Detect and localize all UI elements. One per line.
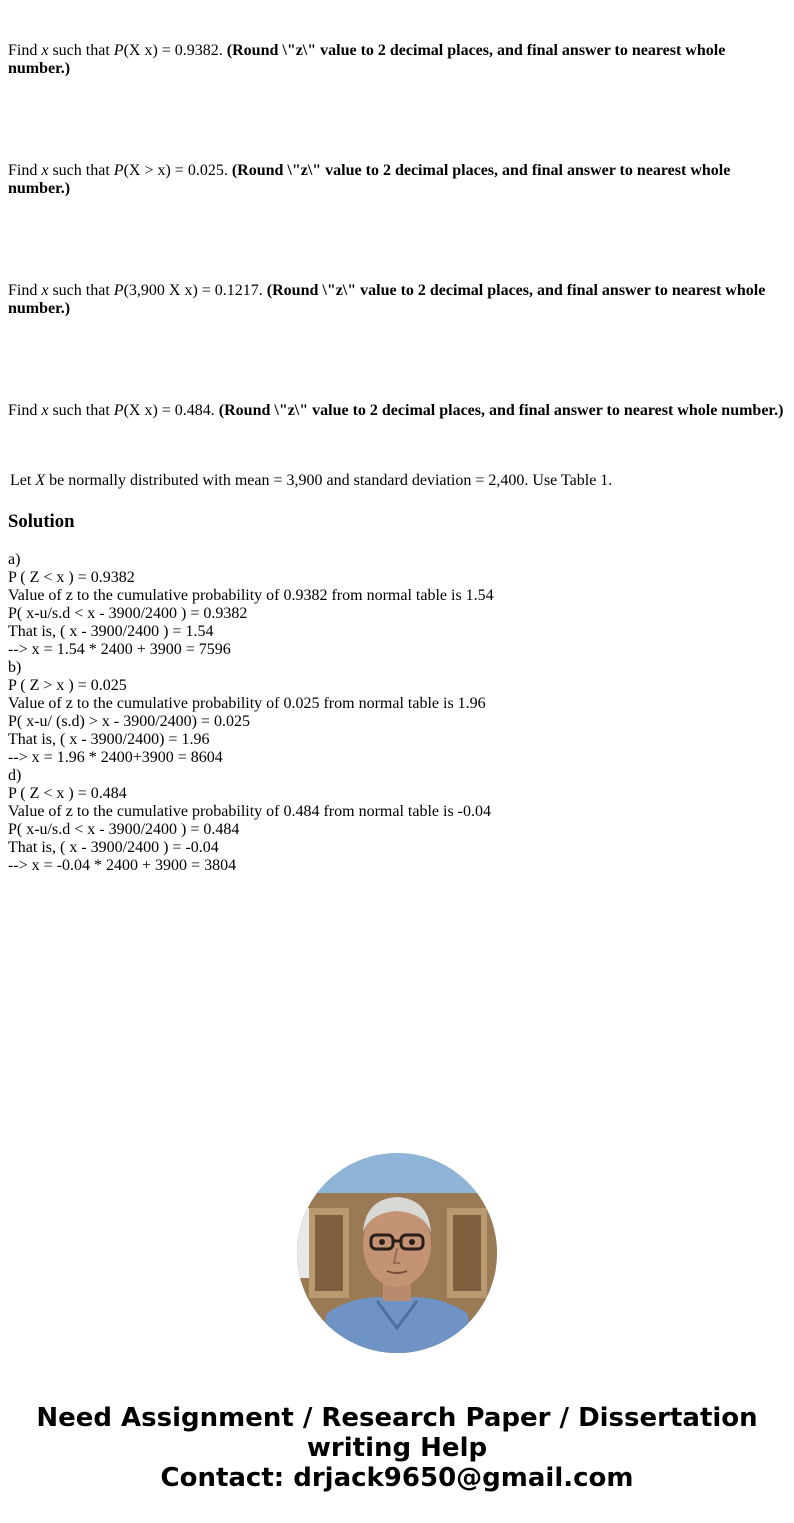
question-variable: x [41,42,49,59]
question-text: Find [8,282,42,299]
solution-line: b) [8,659,22,676]
rounding-instruction: (Round \"z\" value to 2 decimal places, and final answer to nearest whole number.) [8,42,726,77]
rounding-instruction: (Round \"z\" value to 2 decimal places, and final answer to nearest whole number.) [218,402,784,419]
solution-line: That is, ( x - 3900/2400) = 1.96 [8,731,210,748]
question-text: Find [8,42,42,59]
solution-line: P( x-u/ (s.d) > x - 3900/2400) = 0.025 [8,713,251,730]
probability-function: P [113,282,124,299]
solution-line: That is, ( x - 3900/2400 ) = -0.04 [8,839,219,856]
rounding-instruction: (Round \"z\" value to 2 decimal places, and final answer to nearest whole number.) [8,282,766,317]
solution-line: Value of z to the cumulative probability of 0.9382 from normal table is 1.54 [8,587,494,604]
question-text: such that [48,162,114,179]
question-variable: x [41,162,49,179]
probability-function: P [113,162,124,179]
solution-line: P ( Z < x ) = 0.9382 [8,569,135,586]
question-text: Find [8,402,42,419]
question-1 [8,42,786,78]
question-expression: (X x) = 0.9382. [123,42,227,59]
rounding-instruction: (Round \"z\" value to 2 decimal places, and final answer to nearest whole number.) [8,162,731,197]
problem-statement [10,472,786,490]
author-avatar [297,1153,497,1353]
solution-line: P ( Z > x ) = 0.025 [8,677,127,694]
question-text: Find [8,162,42,179]
statement-text: Let [10,472,36,489]
statement-text: be normally distributed with mean = 3,900 and standard deviation = 2,400. Use Table 1. [45,472,613,489]
solution-line: P( x-u/s.d < x - 3900/2400 ) = 0.484 [8,821,240,838]
solution-line: a) [8,551,21,568]
solution-body [8,551,786,875]
statement-variable: X [35,472,46,489]
question-expression: (X x) = 0.484. [123,402,219,419]
solution-heading: Solution [8,511,75,532]
question-text: such that [48,402,114,419]
question-text: such that [48,282,114,299]
solution-line: P ( Z < x ) = 0.484 [8,785,127,802]
question-variable: x [41,402,49,419]
solution-line: --> x = 1.96 * 2400+3900 = 8604 [8,749,223,766]
question-4 [8,402,786,420]
probability-function: P [113,402,124,419]
solution-line: P( x-u/s.d < x - 3900/2400 ) = 0.9382 [8,605,248,622]
question-expression: (3,900 X x) = 0.1217. [123,282,267,299]
solution-line: Value of z to the cumulative probability of 0.484 from normal table is -0.04 [8,803,491,820]
question-3 [8,282,786,318]
probability-function: P [113,42,124,59]
solution-line: Value of z to the cumulative probability of 0.025 from normal table is 1.96 [8,695,486,712]
solution-line: --> x = -0.04 * 2400 + 3900 = 3804 [8,857,237,874]
question-variable: x [41,282,49,299]
author-portrait-icon [297,1153,497,1353]
footer-line: Need Assignment / Research Paper / Dissertation [36,1403,758,1433]
question-2 [8,162,786,198]
footer-contact-email: Contact: drjack9650@gmail.com [160,1463,634,1493]
solution-line: That is, ( x - 3900/2400 ) = 1.54 [8,623,214,640]
solution-line: --> x = 1.54 * 2400 + 3900 = 7596 [8,641,231,658]
question-expression: (X > x) = 0.025. [123,162,232,179]
footer-contact [0,1403,794,1493]
question-text: such that [48,42,114,59]
footer-line: writing Help [306,1433,488,1463]
solution-line: d) [8,767,22,784]
